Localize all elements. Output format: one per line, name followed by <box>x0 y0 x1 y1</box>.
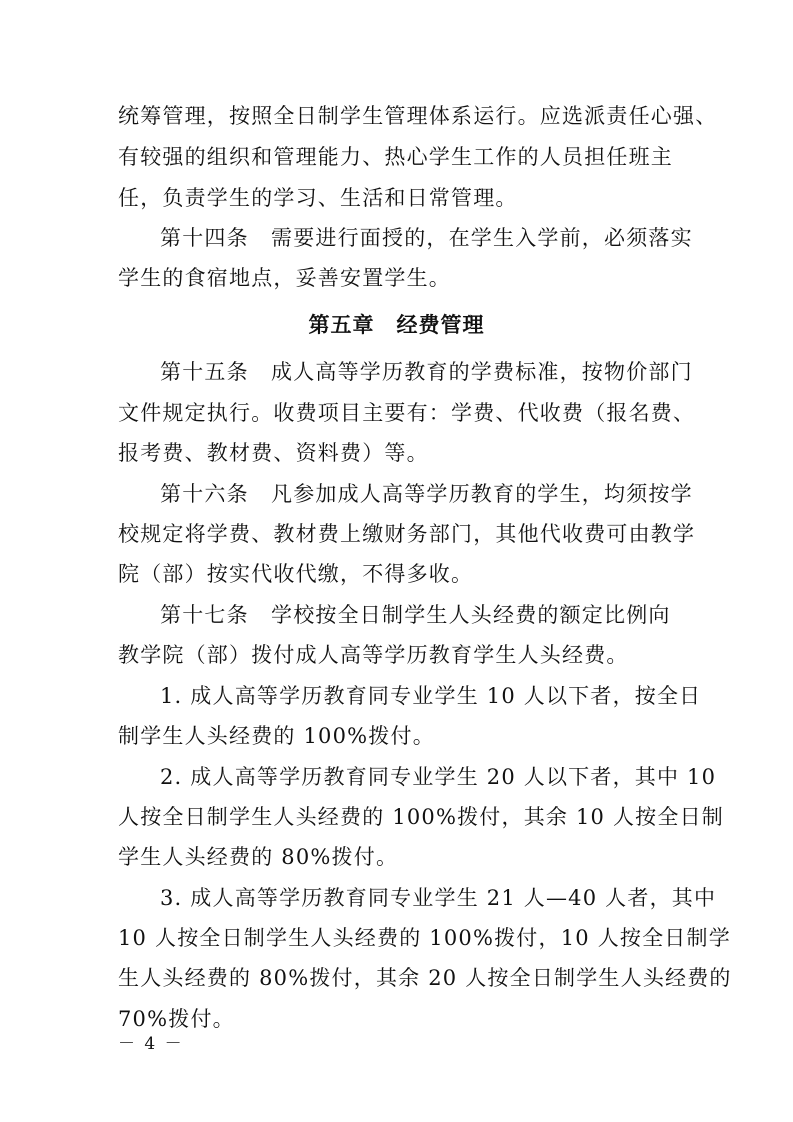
text-line: 有较强的组织和管理能力、热心学生工作的人员担任班主 <box>118 145 673 169</box>
text-line: 制学生人头经费的 100%拨付。 <box>118 724 435 748</box>
text-line: 报考费、教材费、资料费）等。 <box>118 441 429 465</box>
item-3-line: 3. 成人高等学历教育同专业学生 21 人—40 人者，其中 <box>160 886 717 910</box>
article-17-line: 第十七条 学校按全日制学生人头经费的额定比例向 <box>160 603 671 627</box>
article-14-line: 第十四条 需要进行面授的，在学生入学前，必须落实 <box>160 226 693 250</box>
text-line: 学生的食宿地点，妥善安置学生。 <box>118 266 451 290</box>
page-number: － 4 － <box>118 1034 184 1054</box>
text-line: 教学院（部）拨付成人高等学历教育学生人头经费。 <box>118 643 629 667</box>
chapter-heading: 第五章 经费管理 <box>308 313 485 337</box>
text-line: 生人头经费的 80%拨付，其余 20 人按全日制学生人头经费的 <box>118 966 732 990</box>
item-1-line: 1. 成人高等学历教育同专业学生 10 人以下者，按全日 <box>160 684 702 708</box>
text-line: 统筹管理，按照全日制学生管理体系运行。应选派责任心强、 <box>118 104 718 128</box>
text-line: 10 人按全日制学生人头经费的 100%拨付，10 人按全日制学 <box>118 926 731 950</box>
text-line: 文件规定执行。收费项目主要有：学费、代收费（报名费、 <box>118 401 696 425</box>
item-2-line: 2. 成人高等学历教育同专业学生 20 人以下者，其中 10 <box>160 765 717 789</box>
text-line: 人按全日制学生人头经费的 100%拨付，其余 10 人按全日制 <box>118 805 724 829</box>
text-line: 校规定将学费、教材费上缴财务部门，其他代收费可由教学 <box>118 522 696 546</box>
text-line: 学生人头经费的 80%拨付。 <box>118 845 399 869</box>
article-16-line: 第十六条 凡参加成人高等学历教育的学生，均须按学 <box>160 482 693 506</box>
article-15-line: 第十五条 成人高等学历教育的学费标准，按物价部门 <box>160 360 693 384</box>
text-line: 任，负责学生的学习、生活和日常管理。 <box>118 186 518 210</box>
text-line: 院（部）按实代收代缴，不得多收。 <box>118 562 474 586</box>
text-line: 70%拨付。 <box>118 1007 235 1031</box>
